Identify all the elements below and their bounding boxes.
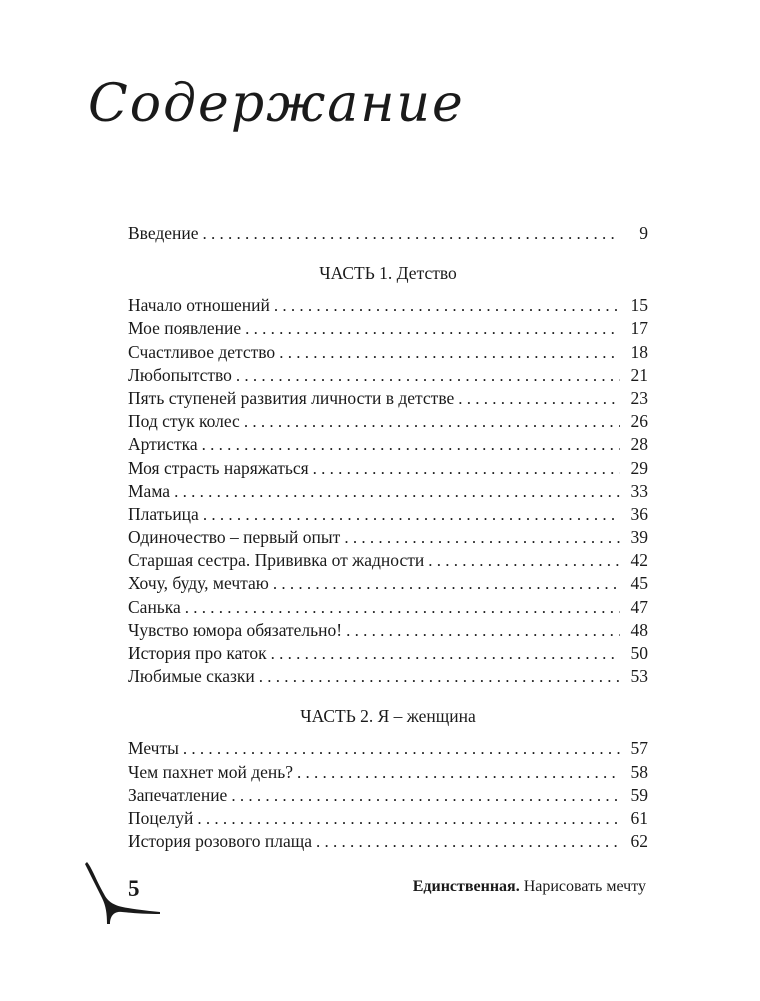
dot-leader <box>174 480 620 503</box>
toc-entry-label: Начало отношений <box>128 295 270 316</box>
toc-entry-page: 58 <box>630 761 648 782</box>
part-heading: ЧАСТЬ 1. Детство <box>319 263 457 284</box>
dot-leader <box>344 526 620 549</box>
toc-entry[interactable] <box>128 294 648 317</box>
dot-leader <box>271 642 620 665</box>
toc-entry-label: Любопытство <box>128 364 232 385</box>
dot-leader <box>297 761 620 784</box>
toc-entry-label: Артистка <box>128 434 198 455</box>
toc-entry-label: Чем пахнет мой день? <box>128 761 293 782</box>
toc-entry-label: Мое появление <box>128 318 242 339</box>
toc-entry-page: 36 <box>630 503 648 524</box>
toc-entry-page: 62 <box>630 831 648 852</box>
dot-leader <box>203 222 620 245</box>
toc-entry[interactable] <box>128 807 648 830</box>
toc-entry[interactable] <box>128 572 648 595</box>
toc-entry-page: 50 <box>630 643 648 663</box>
toc-entry[interactable] <box>128 341 648 364</box>
toc-entry[interactable] <box>128 642 648 665</box>
dot-leader <box>183 737 620 760</box>
toc-entry-label: Пять ступеней развития личности в детстве <box>128 387 455 408</box>
dot-leader <box>231 784 620 807</box>
toc-entry-page: 17 <box>630 318 648 339</box>
part-heading: ЧАСТЬ 2. Я – женщина <box>300 706 476 727</box>
toc-entry[interactable] <box>128 526 648 549</box>
toc-entry[interactable] <box>128 364 648 387</box>
toc-entry[interactable] <box>128 433 648 456</box>
toc-entry-page: 45 <box>630 573 648 594</box>
toc-entry-label: Поцелуй <box>128 807 194 828</box>
toc-entry-label: Мечты <box>128 738 179 759</box>
dot-leader <box>428 549 620 572</box>
toc-entry[interactable] <box>128 457 648 480</box>
dot-leader <box>244 410 620 433</box>
toc-entry-label: Чувство юмора обязательно! <box>128 619 343 640</box>
toc-entry-page: 39 <box>630 527 648 548</box>
toc-entry[interactable] <box>128 503 648 526</box>
toc-entry-page: 53 <box>630 666 648 687</box>
dot-leader <box>274 294 620 317</box>
toc-entry[interactable] <box>128 784 648 807</box>
dot-leader <box>197 807 620 830</box>
toc-entry[interactable] <box>128 596 648 619</box>
toc-entry-label: Моя страсть наряжаться <box>128 457 309 478</box>
book-subtitle: Нарисовать мечту <box>523 878 646 895</box>
table-of-contents <box>128 222 648 853</box>
toc-entry-page: 42 <box>630 550 648 571</box>
dot-leader <box>203 503 620 526</box>
page-footer <box>84 868 654 918</box>
toc-entry-intro[interactable] <box>128 222 648 245</box>
book-title: Единственная. <box>412 878 520 895</box>
dot-leader <box>236 364 620 387</box>
toc-entry-page: 9 <box>639 223 648 243</box>
toc-entry-page: 21 <box>630 364 648 385</box>
toc-entry-label: История про каток <box>128 643 267 663</box>
toc-entry-label: Введение <box>128 223 199 243</box>
toc-entry[interactable] <box>128 480 648 503</box>
high-heel-shoe-icon <box>84 858 164 928</box>
toc-entry[interactable] <box>128 410 648 433</box>
page-title: Содержание <box>88 74 465 134</box>
dot-leader <box>458 387 620 410</box>
toc-entry-label: История розового плаща <box>128 831 313 852</box>
toc-entry-page: 57 <box>630 738 648 759</box>
page-number: 5 <box>128 876 140 901</box>
toc-entry-label: Санька <box>128 596 181 617</box>
dot-leader <box>346 619 620 642</box>
toc-entry-page: 26 <box>630 411 648 432</box>
toc-entry-page: 59 <box>630 784 648 805</box>
toc-entry[interactable] <box>128 317 648 340</box>
toc-entry-label: Мама <box>128 480 171 501</box>
dot-leader <box>259 665 620 688</box>
toc-entry-page: 28 <box>630 434 648 455</box>
dot-leader <box>313 457 620 480</box>
toc-entry-label: Под стук колес <box>128 411 240 432</box>
toc-entry-label: Одиночество – первый опыт <box>128 527 341 548</box>
dot-leader <box>316 830 620 853</box>
dot-leader <box>202 433 620 456</box>
dot-leader <box>273 572 620 595</box>
toc-entry[interactable] <box>128 830 648 853</box>
toc-entry-page: 18 <box>630 341 648 362</box>
toc-entry-page: 33 <box>630 480 648 501</box>
toc-entry[interactable] <box>128 665 648 688</box>
toc-entry-page: 61 <box>630 807 648 828</box>
running-footer-title <box>413 878 646 896</box>
toc-entry[interactable] <box>128 737 648 760</box>
toc-entry[interactable] <box>128 619 648 642</box>
dot-leader <box>185 596 620 619</box>
toc-entry-label: Хочу, буду, мечтаю <box>128 573 269 594</box>
toc-entry-label: Старшая сестра. Прививка от жадности <box>128 550 425 571</box>
toc-entry-label: Счастливое детство <box>128 341 276 362</box>
toc-entry-page: 29 <box>630 457 648 478</box>
toc-entry[interactable] <box>128 549 648 572</box>
toc-entry[interactable] <box>128 761 648 784</box>
toc-entry-label: Платьица <box>128 503 199 524</box>
toc-entry-label: Запечатление <box>128 784 228 805</box>
dot-leader <box>279 341 620 364</box>
toc-entry-page: 47 <box>630 596 648 617</box>
dot-leader <box>245 317 620 340</box>
toc-entry-page: 48 <box>630 619 648 640</box>
toc-entry-label: Любимые сказки <box>128 666 255 687</box>
toc-entry[interactable] <box>128 387 648 410</box>
toc-entry-page: 23 <box>630 387 648 408</box>
toc-entry-page: 15 <box>630 295 648 316</box>
